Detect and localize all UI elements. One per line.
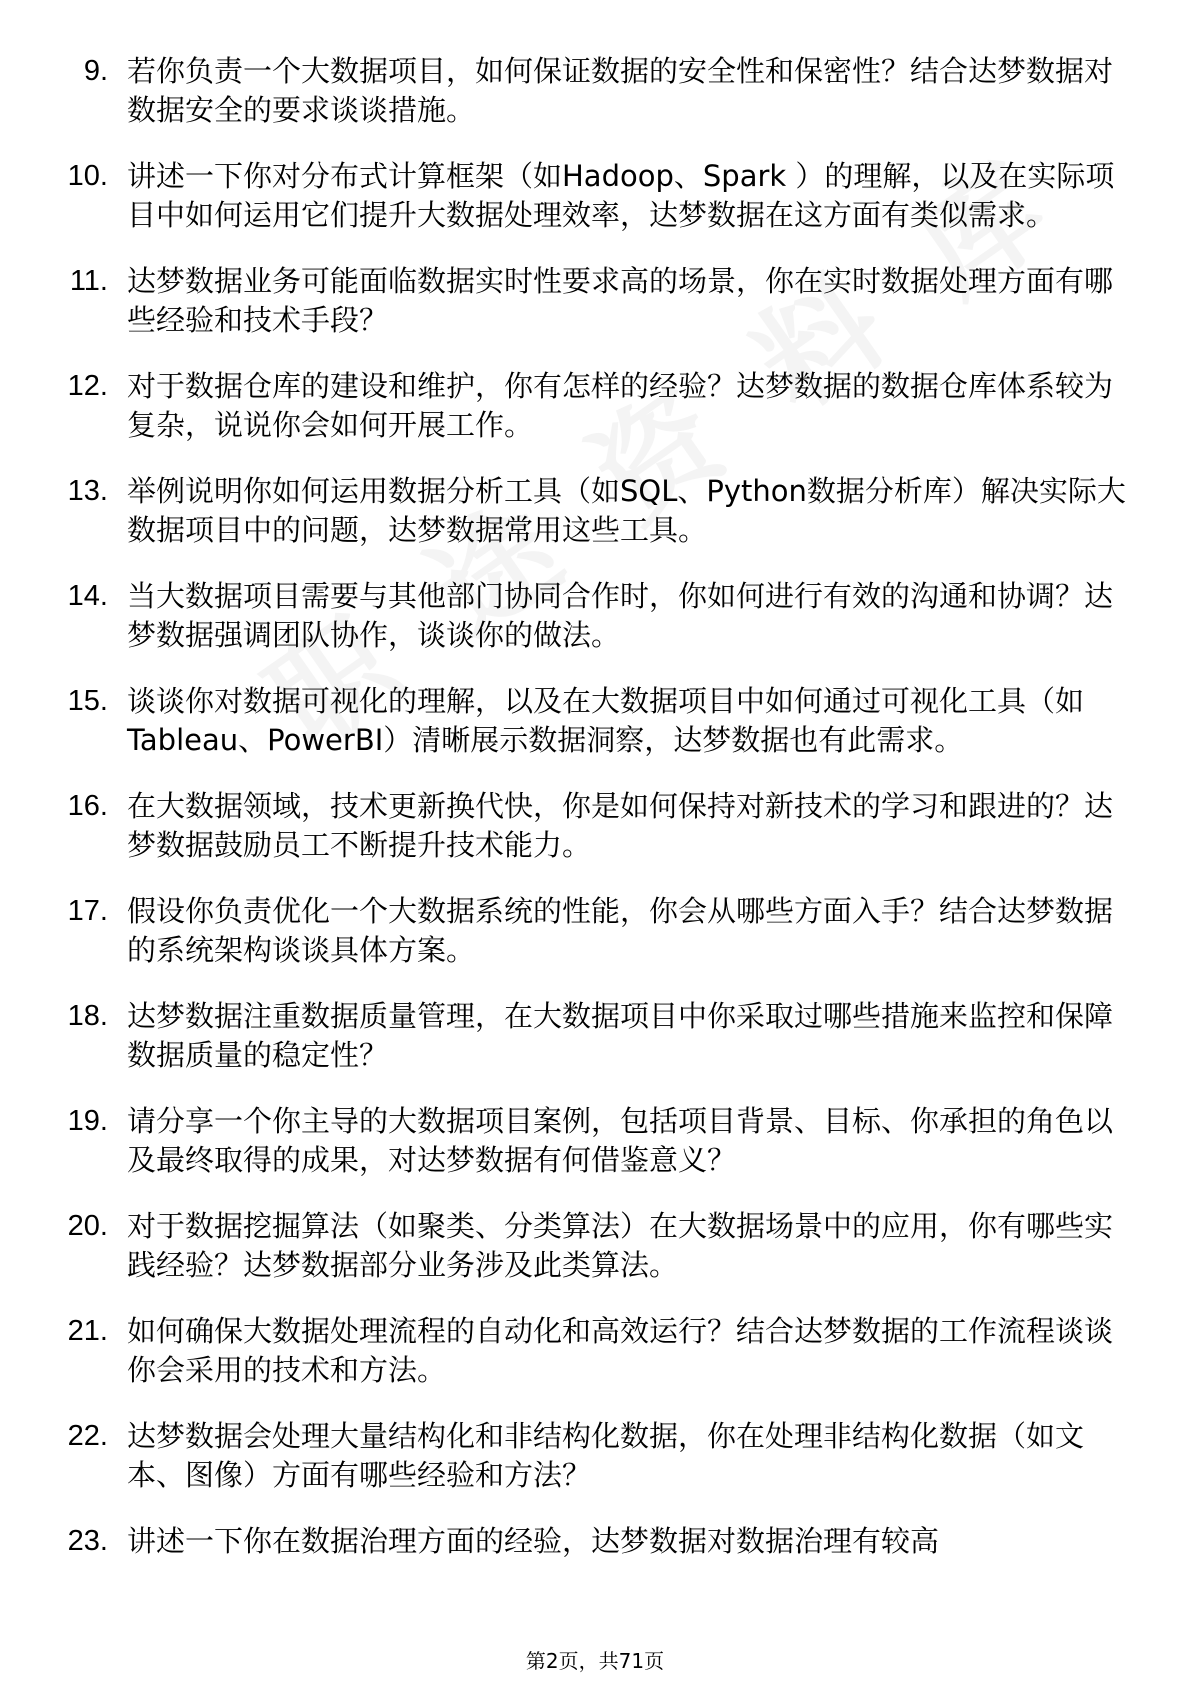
question-item [0, 1522, 1190, 1561]
question-number: 16. [67, 790, 108, 822]
question-number: 10. [67, 160, 108, 192]
question-text: 达梦数据注重数据质量管理，在大数据项目中你采取过哪些措施来监控和保障数据质量的稳定性？ [127, 999, 1114, 1072]
question-text: 如何确保大数据处理流程的自动化和高效运行？结合达梦数据的工作流程谈谈你会采用的技术和方法。 [127, 1314, 1114, 1387]
question-text: 在大数据领域，技术更新换代快，你是如何保持对新技术的学习和跟进的？达梦数据鼓励员工不断提升技术能力。 [127, 789, 1114, 862]
question-list [0, 52, 1190, 1589]
question-text: 对于数据仓库的建设和维护，你有怎样的经验？达梦数据的数据仓库体系较为复杂，说说你会如何开展工作。 [127, 369, 1114, 442]
question-text: 请分享一个你主导的大数据项目案例，包括项目背景、目标、你承担的角色以及最终取得的成果，对达梦数据有何借鉴意义？ [127, 1104, 1114, 1177]
question-number: 12. [67, 370, 108, 402]
question-item [0, 1102, 1190, 1179]
question-item [0, 892, 1190, 969]
question-item [0, 577, 1190, 654]
question-number: 19. [67, 1105, 108, 1137]
question-item [0, 367, 1190, 444]
question-text: 达梦数据会处理大量结构化和非结构化数据，你在处理非结构化数据（如文本、图像）方面有哪些经验和方法？ [127, 1419, 1085, 1492]
question-number: 15. [67, 685, 108, 717]
question-item [0, 157, 1190, 234]
question-item [0, 472, 1190, 549]
question-text: 达梦数据业务可能面临数据实时性要求高的场景，你在实时数据处理方面有哪些经验和技术手段？ [127, 264, 1114, 337]
question-item [0, 262, 1190, 339]
question-text: 当大数据项目需要与其他部门协同合作时，你如何进行有效的沟通和协调？达梦数据强调团队协作，谈谈你的做法。 [127, 579, 1114, 652]
question-number: 21. [67, 1315, 108, 1347]
question-number: 20. [67, 1210, 108, 1242]
question-number: 17. [67, 895, 108, 927]
question-text: 举例说明你如何运用数据分析工具（如SQL、Python数据分析库）解决实际大数据项目中的问题，达梦数据常用这些工具。 [127, 474, 1126, 547]
question-number: 9. [83, 55, 108, 87]
question-number: 14. [67, 580, 108, 612]
question-item [0, 682, 1190, 759]
question-number: 18. [67, 1000, 108, 1032]
question-item [0, 997, 1190, 1074]
question-item [0, 1207, 1190, 1284]
question-item [0, 52, 1190, 129]
question-item [0, 787, 1190, 864]
question-number: 23. [67, 1525, 108, 1557]
question-text: 假设你负责优化一个大数据系统的性能，你会从哪些方面入手？结合达梦数据的系统架构谈谈具体方案。 [127, 894, 1114, 967]
question-number: 13. [67, 475, 108, 507]
question-text: 讲述一下你对分布式计算框架（如Hadoop、Spark ）的理解，以及在实际项目中如何运用它们提升大数据处理效率，达梦数据在这方面有类似需求。 [127, 159, 1115, 232]
question-text: 若你负责一个大数据项目，如何保证数据的安全性和保密性？结合达梦数据对数据安全的要求谈谈措施。 [127, 54, 1114, 127]
question-number: 11. [69, 265, 108, 297]
question-item [0, 1312, 1190, 1389]
question-text: 谈谈你对数据可视化的理解，以及在大数据项目中如何通过可视化工具（如Tableau、PowerBI）清晰展示数据洞察，达梦数据也有此需求。 [127, 684, 1085, 757]
question-text: 讲述一下你在数据治理方面的经验，达梦数据对数据治理有较高 [127, 1524, 940, 1558]
question-number: 22. [67, 1420, 108, 1452]
page-footer: 第2页，共71页 [525, 1649, 665, 1673]
question-text: 对于数据挖掘算法（如聚类、分类算法）在大数据场景中的应用，你有哪些实践经验？达梦数据部分业务涉及此类算法。 [127, 1209, 1114, 1282]
question-item [0, 1417, 1190, 1494]
